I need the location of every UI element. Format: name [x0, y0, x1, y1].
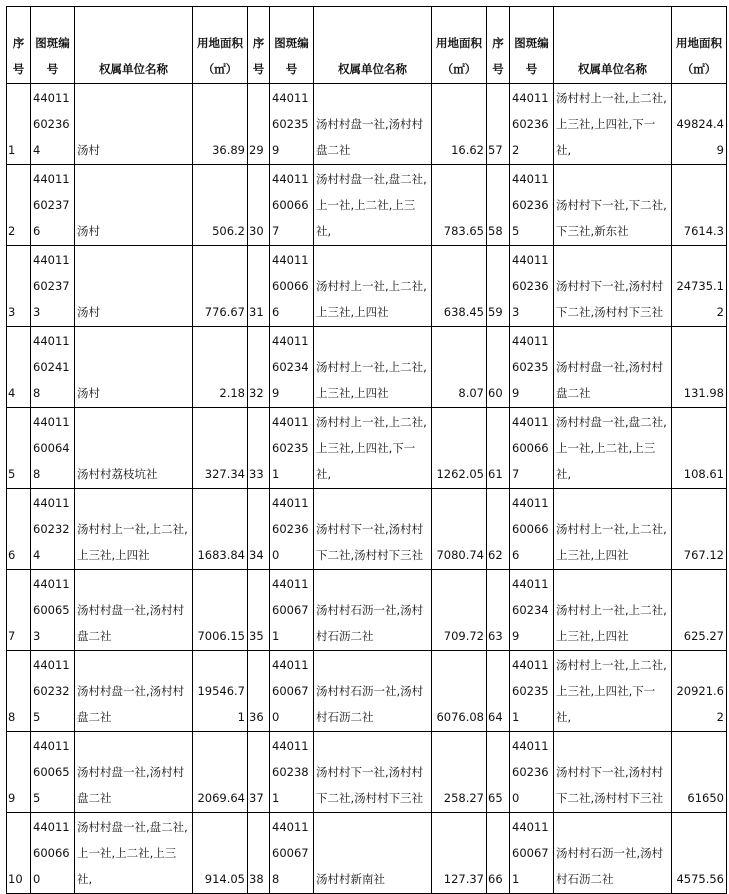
table-row [7, 408, 727, 489]
owner-name: 汤村 [75, 246, 193, 327]
header-parcel-id: 图斑编号 [270, 7, 314, 84]
owner-name: 汤村村新南社 [314, 813, 432, 894]
row-number: 65 [487, 732, 510, 813]
table-row [7, 651, 727, 732]
owner-name: 汤村村荔枝坑社 [75, 408, 193, 489]
row-number: 59 [487, 246, 510, 327]
owner-name: 汤村村盘一社,盘二社,上一社,上二社,上三社, [314, 165, 432, 246]
table-row [7, 732, 727, 813]
row-number: 5 [7, 408, 31, 489]
header-owner: 权属单位名称 [75, 7, 193, 84]
land-area: 49824.49 [672, 84, 727, 165]
row-number: 38 [248, 813, 270, 894]
parcel-id: 44011602418 [31, 327, 75, 408]
owner-name: 汤村村石沥一社,汤村村石沥二社 [554, 813, 672, 894]
row-number: 8 [7, 651, 31, 732]
parcel-id: 44011600671 [510, 813, 554, 894]
parcel-id: 44011600653 [31, 570, 75, 651]
land-area: 20921.62 [672, 651, 727, 732]
row-number: 62 [487, 489, 510, 570]
land-area: 2.18 [193, 327, 248, 408]
header-area: 用地面积（㎡） [193, 7, 248, 84]
parcel-id: 44011602376 [31, 165, 75, 246]
owner-name: 汤村村盘一社,汤村村盘二社 [75, 651, 193, 732]
parcel-id: 44011600671 [270, 570, 314, 651]
row-number: 64 [487, 651, 510, 732]
land-area: 7080.74 [432, 489, 487, 570]
owner-name: 汤村村盘一社,盘二社,上一社,上二社,上三社, [75, 813, 193, 894]
table-row [7, 246, 727, 327]
parcel-id: 44011602349 [510, 570, 554, 651]
row-number: 35 [248, 570, 270, 651]
row-number: 9 [7, 732, 31, 813]
parcel-id: 44011602351 [510, 651, 554, 732]
row-number: 37 [248, 732, 270, 813]
owner-name: 汤村村上一社,上二社,上三社,上四社 [75, 489, 193, 570]
header-owner: 权属单位名称 [554, 7, 672, 84]
owner-name: 汤村村石沥一社,汤村村石沥二社 [314, 570, 432, 651]
land-area: 4575.56 [672, 813, 727, 894]
parcel-id: 44011602359 [510, 327, 554, 408]
land-area: 776.67 [193, 246, 248, 327]
parcel-id: 44011602381 [270, 732, 314, 813]
header-owner: 权属单位名称 [314, 7, 432, 84]
header-no: 序号 [487, 7, 510, 84]
header-row [7, 7, 727, 84]
row-number: 61 [487, 408, 510, 489]
owner-name: 汤村村上一社,上二社,上三社,上四社,下一社, [314, 408, 432, 489]
owner-name: 汤村村下一社,汤村村下二社,汤村村下三社 [314, 732, 432, 813]
land-area: 131.98 [672, 327, 727, 408]
owner-name: 汤村村石沥一社,汤村村石沥二社 [314, 651, 432, 732]
land-area: 783.65 [432, 165, 487, 246]
owner-name: 汤村 [75, 165, 193, 246]
land-area: 36.89 [193, 84, 248, 165]
table-row [7, 327, 727, 408]
owner-name: 汤村村上一社,上二社,上三社,上四社 [554, 570, 672, 651]
parcel-id: 44011602359 [270, 84, 314, 165]
land-area: 19546.71 [193, 651, 248, 732]
land-area: 8.07 [432, 327, 487, 408]
row-number: 32 [248, 327, 270, 408]
parcel-id: 44011600670 [270, 651, 314, 732]
row-number: 34 [248, 489, 270, 570]
owner-name: 汤村村上一社,上二社,上三社,上四社 [554, 489, 672, 570]
row-number: 57 [487, 84, 510, 165]
owner-name: 汤村村上一社,上二社,上三社,上四社 [314, 246, 432, 327]
row-number: 4 [7, 327, 31, 408]
land-area: 6076.08 [432, 651, 487, 732]
parcel-id: 44011600648 [31, 408, 75, 489]
parcel-id: 44011600666 [510, 489, 554, 570]
owner-name: 汤村村下一社,下二社,下三社,新东社 [554, 165, 672, 246]
table-row [7, 165, 727, 246]
land-area: 327.34 [193, 408, 248, 489]
land-use-table-container [6, 6, 727, 894]
table-row [7, 84, 727, 165]
owner-name: 汤村村盘一社,汤村村盘二社 [554, 327, 672, 408]
land-area: 127.37 [432, 813, 487, 894]
land-area: 638.45 [432, 246, 487, 327]
parcel-id: 44011602373 [31, 246, 75, 327]
parcel-id: 44011602349 [270, 327, 314, 408]
header-parcel-id: 图斑编号 [510, 7, 554, 84]
table-row [7, 813, 727, 894]
parcel-id: 44011602360 [270, 489, 314, 570]
land-area: 24735.12 [672, 246, 727, 327]
row-number: 2 [7, 165, 31, 246]
row-number: 63 [487, 570, 510, 651]
row-number: 10 [7, 813, 31, 894]
land-area: 1262.05 [432, 408, 487, 489]
land-area: 7006.15 [193, 570, 248, 651]
land-area: 506.2 [193, 165, 248, 246]
row-number: 33 [248, 408, 270, 489]
land-use-table [6, 6, 727, 894]
land-area: 767.12 [672, 489, 727, 570]
owner-name: 汤村村下一社,汤村村下二社,汤村村下三社 [554, 732, 672, 813]
header-no: 序号 [7, 7, 31, 84]
land-area: 108.61 [672, 408, 727, 489]
land-area: 16.62 [432, 84, 487, 165]
row-number: 3 [7, 246, 31, 327]
owner-name: 汤村村上一社,上二社,上三社,上四社,下一社, [554, 651, 672, 732]
row-number: 58 [487, 165, 510, 246]
owner-name: 汤村村上一社,上二社,上三社,上四社 [314, 327, 432, 408]
parcel-id: 44011602351 [270, 408, 314, 489]
owner-name: 汤村村上一社,上二社,上三社,上四社,下一社, [554, 84, 672, 165]
row-number: 60 [487, 327, 510, 408]
header-parcel-id: 图斑编号 [31, 7, 75, 84]
row-number: 36 [248, 651, 270, 732]
land-area: 61650 [672, 732, 727, 813]
owner-name: 汤村村盘一社,盘二社,上一社,上二社,上三社, [554, 408, 672, 489]
parcel-id: 44011602365 [510, 165, 554, 246]
parcel-id: 44011600678 [270, 813, 314, 894]
parcel-id: 44011600667 [510, 408, 554, 489]
parcel-id: 44011600655 [31, 732, 75, 813]
parcel-id: 44011602362 [510, 84, 554, 165]
land-area: 7614.3 [672, 165, 727, 246]
header-area: 用地面积（㎡） [432, 7, 487, 84]
owner-name: 汤村村盘一社,汤村村盘二社 [75, 732, 193, 813]
parcel-id: 44011602363 [510, 246, 554, 327]
table-row [7, 489, 727, 570]
owner-name: 汤村 [75, 327, 193, 408]
parcel-id: 44011602324 [31, 489, 75, 570]
header-area: 用地面积（㎡） [672, 7, 727, 84]
parcel-id: 44011600666 [270, 246, 314, 327]
parcel-id: 44011600667 [270, 165, 314, 246]
row-number: 7 [7, 570, 31, 651]
land-area: 625.27 [672, 570, 727, 651]
land-area: 2069.64 [193, 732, 248, 813]
parcel-id: 44011602360 [510, 732, 554, 813]
table-row [7, 570, 727, 651]
row-number: 29 [248, 84, 270, 165]
land-area: 1683.84 [193, 489, 248, 570]
owner-name: 汤村村下一社,汤村村下二社,汤村村下三社 [314, 489, 432, 570]
owner-name: 汤村村盘一社,汤村村盘二社 [75, 570, 193, 651]
owner-name: 汤村村下一社,汤村村下二社,汤村村下三社 [554, 246, 672, 327]
parcel-id: 44011602364 [31, 84, 75, 165]
land-area: 258.27 [432, 732, 487, 813]
header-no: 序号 [248, 7, 270, 84]
land-area: 914.05 [193, 813, 248, 894]
row-number: 30 [248, 165, 270, 246]
row-number: 1 [7, 84, 31, 165]
row-number: 66 [487, 813, 510, 894]
parcel-id: 44011600660 [31, 813, 75, 894]
parcel-id: 44011602325 [31, 651, 75, 732]
owner-name: 汤村 [75, 84, 193, 165]
land-area: 709.72 [432, 570, 487, 651]
row-number: 6 [7, 489, 31, 570]
row-number: 31 [248, 246, 270, 327]
owner-name: 汤村村盘一社,汤村村盘二社 [314, 84, 432, 165]
